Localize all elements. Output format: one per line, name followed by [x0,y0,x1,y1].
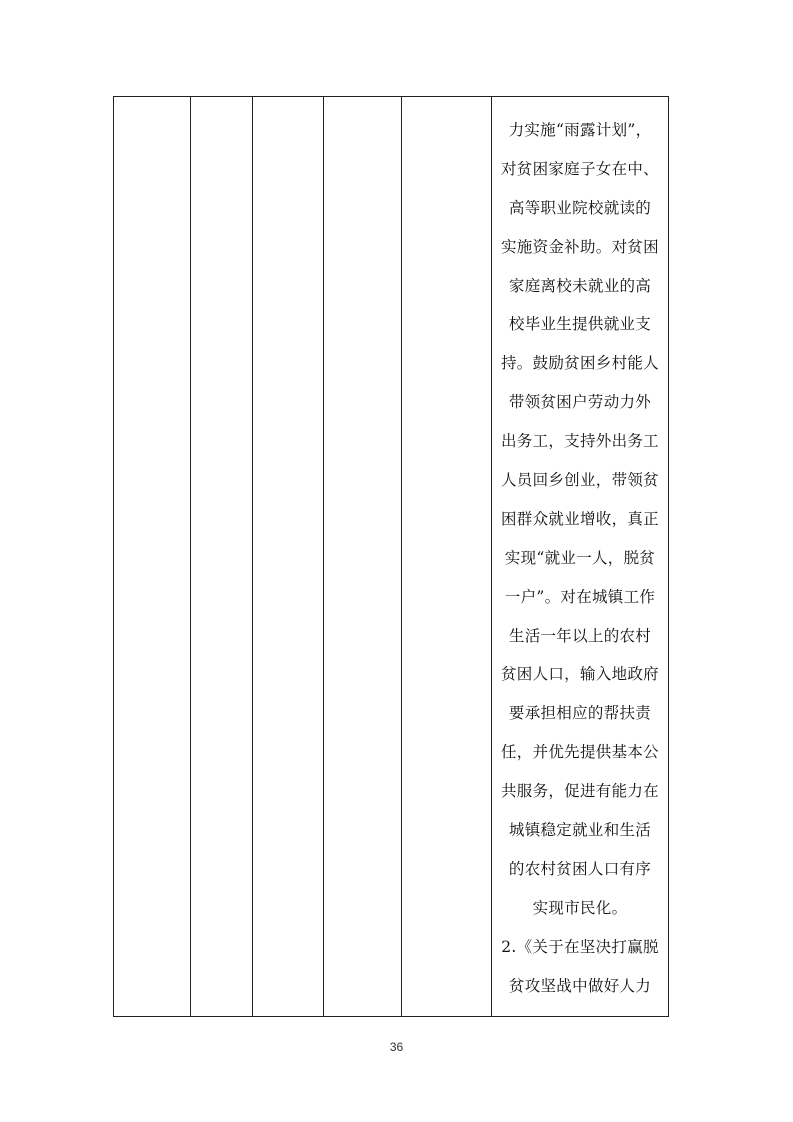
text-line: 2.《关于在坚决打赢脱 [501,937,659,956]
text-line: 对贫困家庭子女在中、 [500,159,659,178]
document-table [113,96,669,1017]
text-line: 校毕业生提供就业支 [508,315,652,334]
page-number: 36 [389,1040,404,1054]
text-line: 的农村贫困人口有序 [508,859,652,878]
table-row [114,97,669,1017]
text-line: 一户”。对在城镇工作 [504,587,656,606]
table-cell-empty-3 [253,97,324,1017]
text-line: 家庭离校未就业的高 [508,276,652,295]
text-line: 人员回乡创业，带领贫 [500,471,659,490]
table-cell-empty-2 [191,97,253,1017]
text-line: 高等职业院校就读的 [508,198,652,217]
text-line: 出务工，支持外出务工 [500,432,659,451]
table-cell-empty-5 [402,97,492,1017]
text-line: 实现“就业一人，脱贫 [504,548,656,567]
text-line: 带领贫困户劳动力外 [508,393,652,412]
text-line: 城镇稳定就业和生活 [508,821,652,840]
policy-text-block [492,97,668,1005]
text-line: 实施资金补助。对贫困 [500,237,659,256]
text-line: 共服务，促进有能力在 [500,782,659,801]
table-cell-empty-1 [114,97,191,1017]
text-line: 力实施“雨露计划”， [508,121,652,139]
text-line: 困群众就业增收，真正 [500,509,659,528]
text-line: 生活一年以上的农村 [508,626,652,645]
text-line: 实现市民化。 [532,898,628,917]
table-cell-empty-4 [324,97,402,1017]
text-line: 贫攻坚战中做好人力 [508,976,652,995]
text-line: 贫困人口，输入地政府 [500,665,659,684]
table-cell-text [492,97,669,1017]
text-line: 要承担相应的帮扶责 [508,704,652,723]
text-line: 任，并优先提供基本公 [500,743,659,762]
text-line: 持。鼓励贫困乡村能人 [500,354,659,373]
